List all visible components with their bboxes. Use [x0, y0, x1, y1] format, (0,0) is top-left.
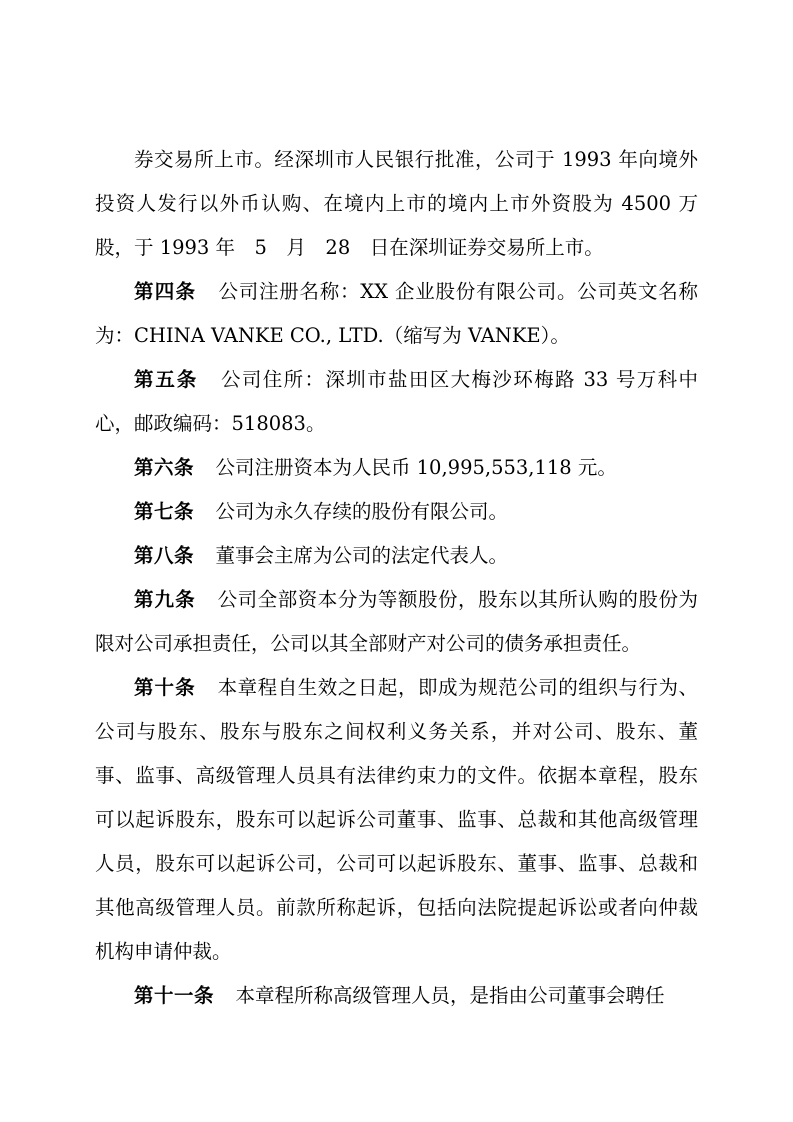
- article-text-8: 董事会主席为公司的法定代表人。: [215, 544, 508, 567]
- paragraph-article-5: [95, 358, 698, 446]
- paragraph-article-11: [95, 974, 698, 1018]
- article-text-6: 公司注册资本为人民币 10,995,553,118 元。: [215, 456, 617, 479]
- paragraph-continuation: 券交易所上市。经深圳市人民银行批准，公司于 1993 年向境外投资人发行以外币认购、在境内上市的境内上市外资股为 4500 万股，于 1993 年 5 月 28 日在深圳证券交易所上市。: [95, 148, 698, 259]
- article-label-4: 第四条: [134, 280, 197, 303]
- article-text-11: 本章程所称高级管理人员，是指由公司董事会聘任: [235, 984, 665, 1007]
- paragraph-article-4: [95, 270, 698, 358]
- article-text-5: 公司住所：深圳市盐田区大梅沙环梅路 33 号万科中心，邮政编码：518083。: [95, 368, 698, 435]
- paragraph-article-6: [95, 446, 698, 490]
- article-text-10: 本章程自生效之日起，即成为规范公司的组织与行为、公司与股东、股东与股东之间权利义务关系，并对公司、股东、董事、监事、高级管理人员具有法律约束力的文件。依据本章程，股东可以起诉股东，股东可以起诉公司董事、监事、总裁和其他高级管理人员，股东可以起诉公司，公司可以起诉股东、董事、监事、总裁和其他高级管理人员。前款所称起诉，包括向法院提起诉讼或者向仲裁机构申请仲裁。: [95, 676, 698, 963]
- article-label-7: 第七条: [134, 500, 195, 523]
- article-label-5: 第五条: [134, 368, 199, 391]
- paragraph-article-9: [95, 578, 698, 666]
- article-label-8: 第八条: [134, 544, 195, 567]
- article-label-11: 第十一条: [134, 984, 215, 1007]
- article-label-6: 第六条: [134, 456, 195, 479]
- paragraph-article-10: [95, 666, 698, 974]
- document-body: [95, 138, 698, 1018]
- article-label-10: 第十条: [134, 676, 196, 699]
- article-text-9: 公司全部资本分为等额股份，股东以其所认购的股份为限对公司承担责任，公司以其全部财产对公司的债务承担责任。: [95, 588, 698, 655]
- article-text-7: 公司为永久存续的股份有限公司。: [215, 500, 508, 523]
- article-text-4: 公司注册名称：XX 企业股份有限公司。公司英文名称为：CHINA VANKE CO., LTD.（缩写为 VANKE）。: [95, 280, 698, 347]
- paragraph-article-7: [95, 490, 698, 534]
- article-label-9: 第九条: [134, 588, 196, 611]
- paragraph-article-8: [95, 534, 698, 578]
